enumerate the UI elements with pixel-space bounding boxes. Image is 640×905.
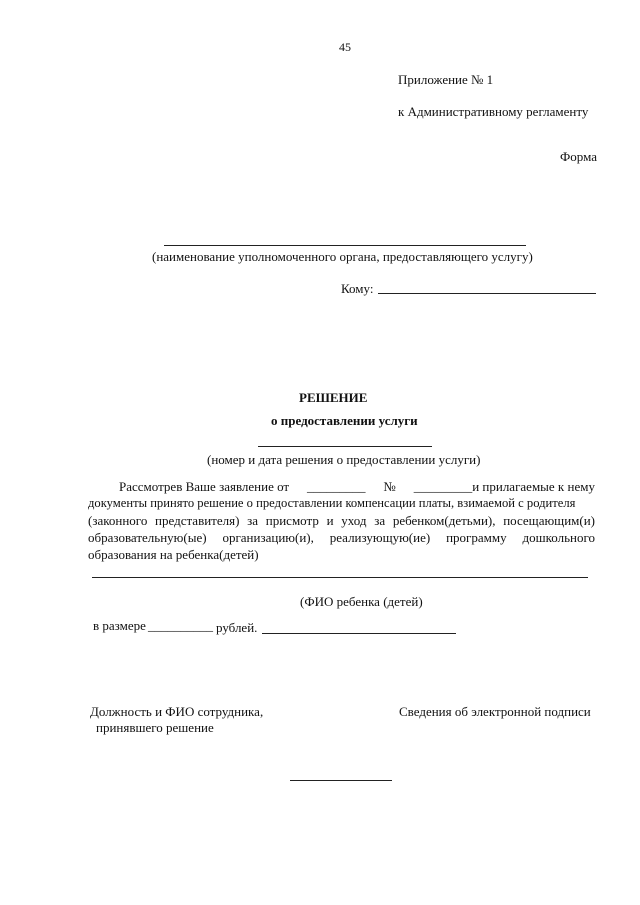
number-date-line	[258, 446, 432, 447]
number-blank: _________	[413, 479, 473, 494]
page-number: 45	[339, 40, 351, 54]
bottom-separator	[290, 780, 392, 781]
body-line-1	[119, 479, 595, 495]
regulation-label: к Административному регламенту	[398, 104, 589, 119]
child-name-line	[92, 577, 588, 578]
body-line-3: (законного представителя) за присмотр и уход за ребенком(детьми), посещающим(и)	[88, 513, 595, 528]
amount-words-line	[262, 633, 456, 634]
position-label-2: принявшего решение	[96, 720, 214, 735]
child-caption: (ФИО ребенка (детей)	[300, 594, 423, 609]
document-subtitle: о предоставлении услуги	[271, 413, 418, 428]
position-label-1: Должность и ФИО сотрудника,	[90, 704, 264, 719]
rubles-label: рублей.	[216, 620, 258, 635]
number-date-caption: (номер и дата решения о предоставлении услуги)	[207, 452, 481, 467]
to-label: Кому:	[341, 281, 374, 296]
date-blank: _________	[307, 479, 366, 494]
amount-blank: __________	[148, 618, 213, 633]
amount-prefix: в размере	[93, 618, 146, 633]
authority-name-line	[164, 245, 526, 246]
esign-info-label: Сведения об электронной подписи	[399, 704, 591, 719]
appendix-label: Приложение № 1	[398, 72, 494, 87]
document-title: РЕШЕНИЕ	[299, 390, 368, 405]
body-line-5: образования на ребенка(детей)	[88, 547, 259, 562]
body-line-1-start: Рассмотрев Ваше заявление от	[119, 479, 290, 494]
recipient-line	[378, 293, 596, 294]
form-label: Форма	[560, 149, 597, 164]
number-sign: №	[383, 479, 396, 494]
body-line-4: образовательную(ые) организацию(и), реализующую(ие) программу дошкольного	[88, 530, 595, 545]
body-line-1-end: и прилагаемые к нему	[472, 479, 595, 494]
body-line-2: документы принято решение о предоставлении компенсации платы, взимаемой с родителя	[88, 496, 576, 510]
authority-caption: (наименование уполномоченного органа, предоставляющего услугу)	[152, 249, 533, 264]
